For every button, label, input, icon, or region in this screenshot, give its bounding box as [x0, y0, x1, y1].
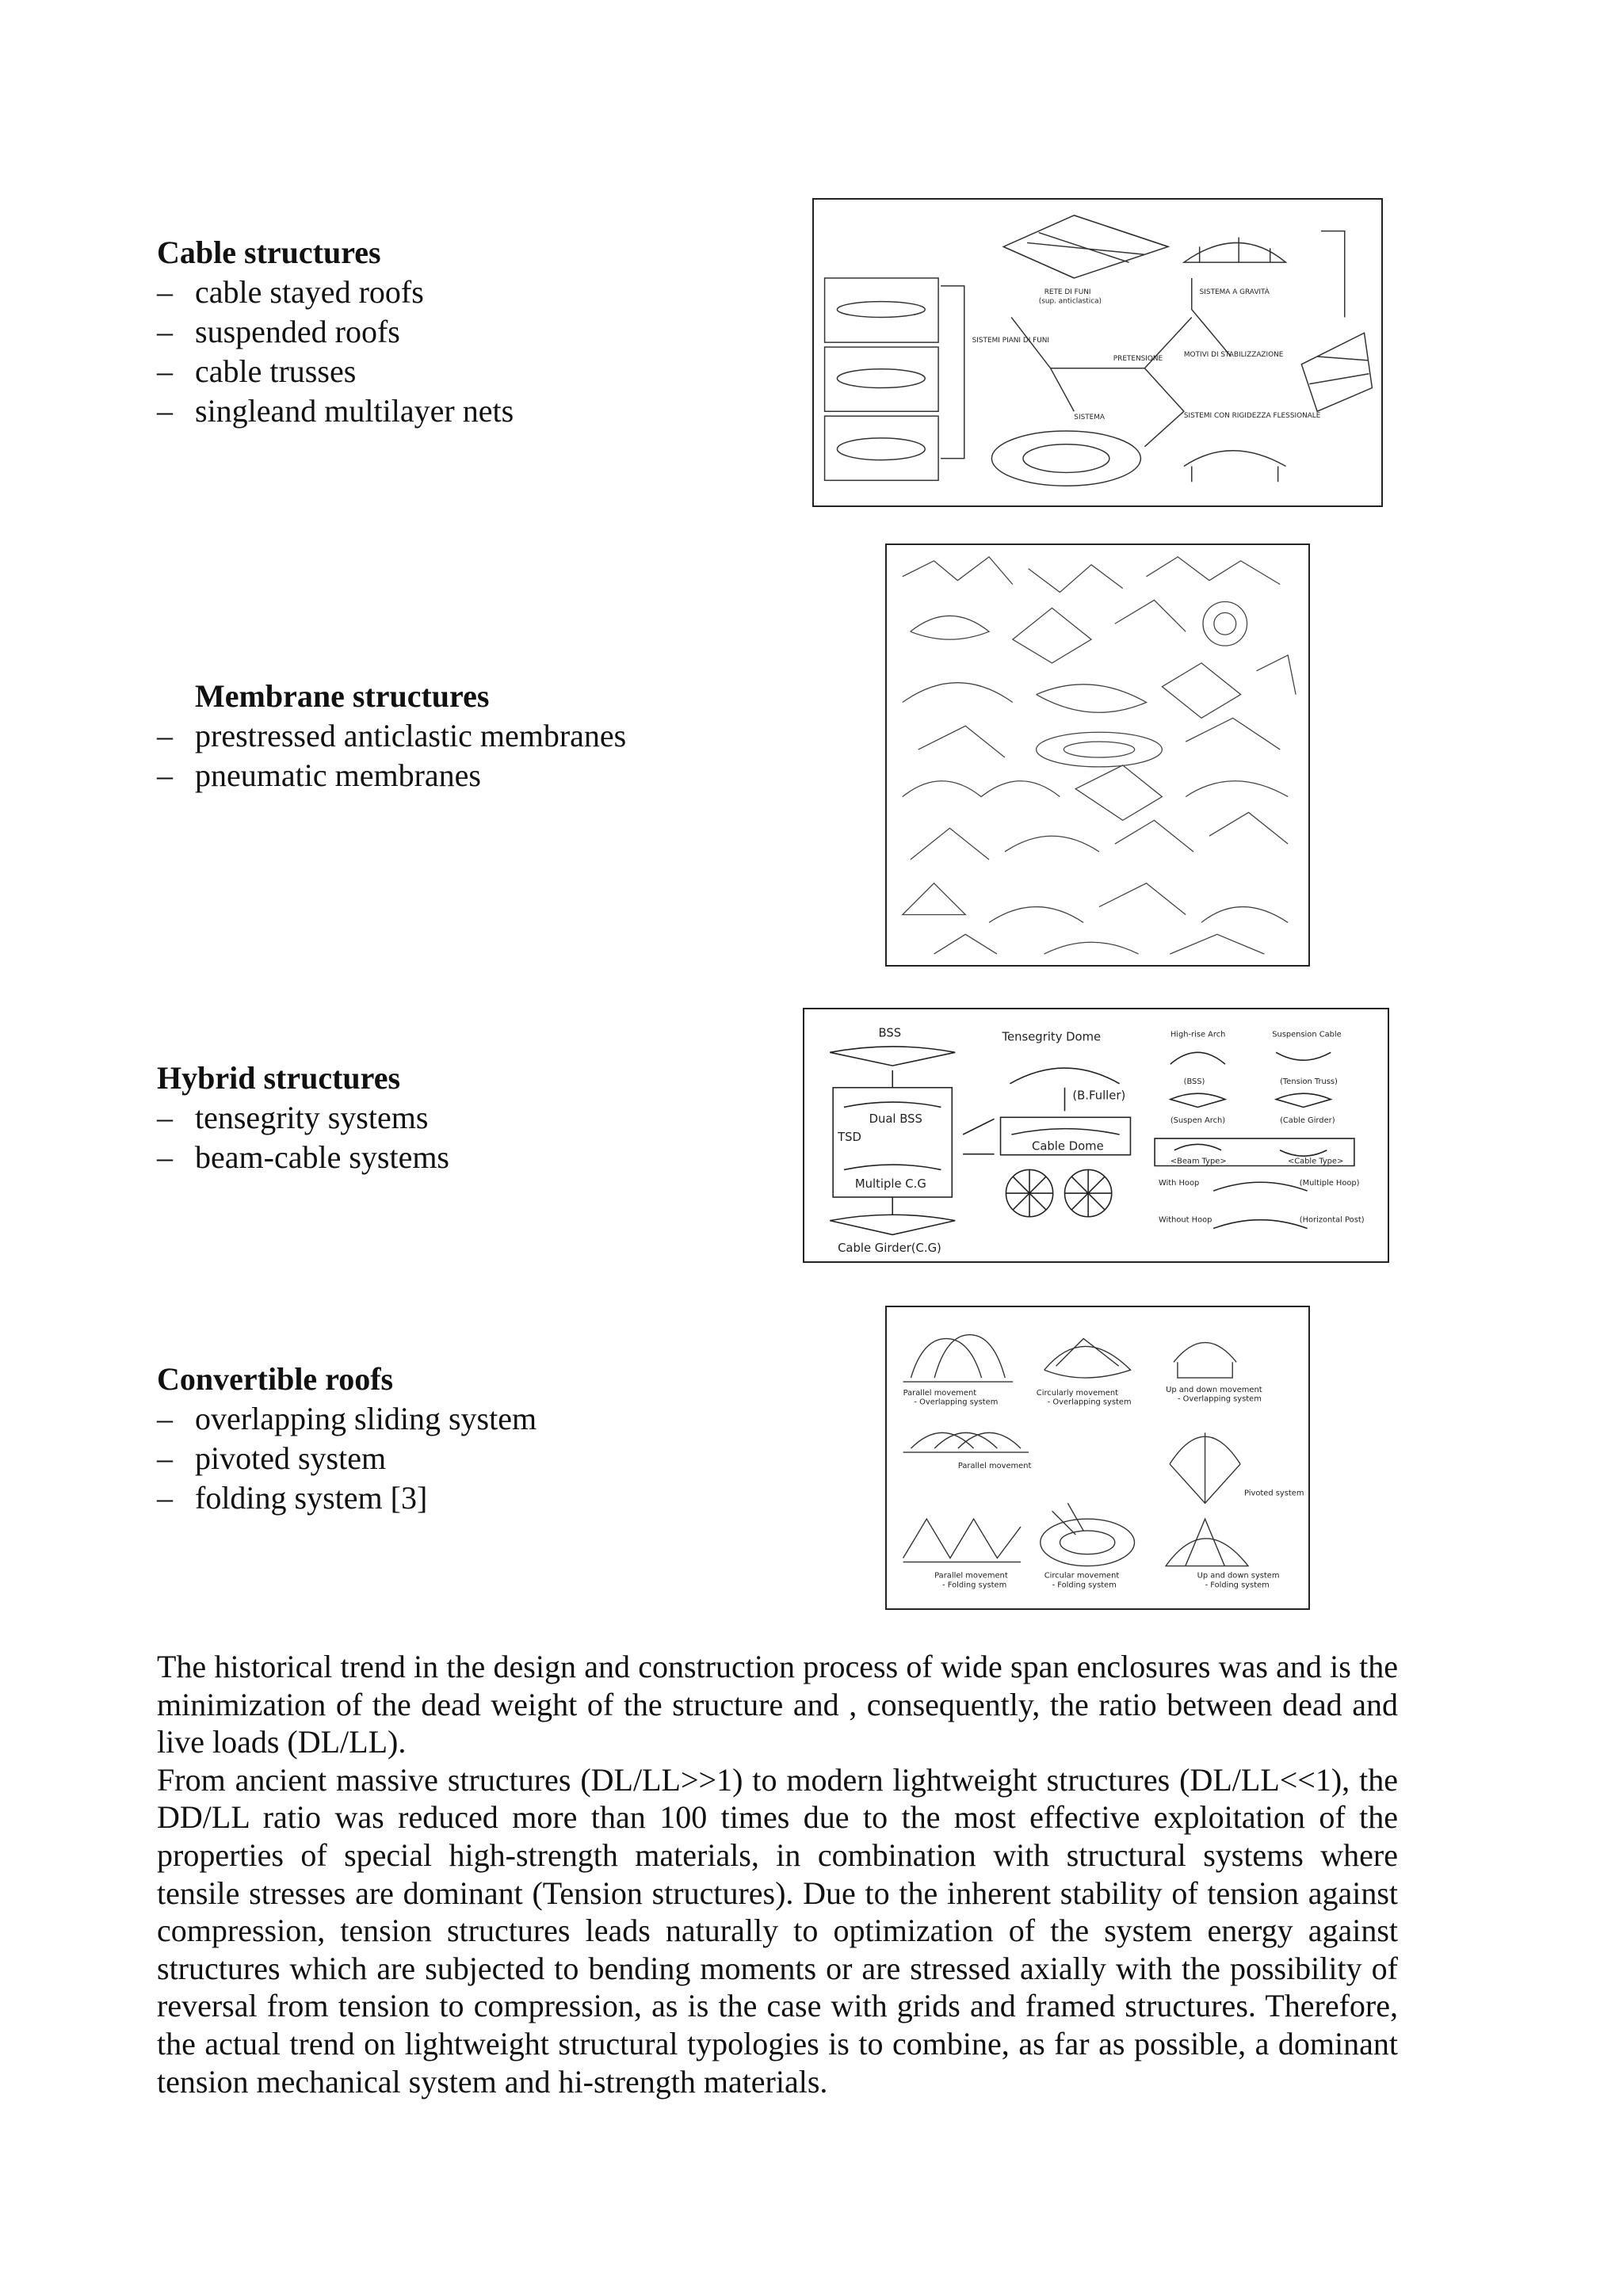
figure-label: Circularly movement — [1036, 1388, 1118, 1398]
hybrid-structures-diagram — [804, 1009, 1388, 1261]
figure-label: Up and down movement — [1166, 1385, 1262, 1394]
list-item — [157, 273, 514, 312]
figure-label: SISTEMA A GRAVITÀ — [1199, 288, 1270, 296]
paragraph: From ancient massive structures (DL/LL>>1) to modern lightweight structures (DL/LL<<1), the DD/LL ratio was reduced more than 100 times due to the most effective exploitation of the properties of special high-strength materials, in combination with structural systems where tensile stresses are dominant (Tension structures). Due to the inherent stability of tension against compression, tension structures leads naturally to optimization of the system energy against structures which are subjected to bending moments or are stressed axially with the possibility of reversal from tension to compression, as is the case with grids and framed structures. Therefore, the actual trend on lightweight structural typologies is to combine, as far as possible, a dominant tension mechanical system and hi-strength materials. — [157, 1761, 1398, 2100]
dash-marker: – — [157, 1480, 173, 1516]
figure-label: (Suspen Arch) — [1170, 1116, 1226, 1126]
list-item — [157, 1098, 449, 1138]
list-item-text: suspended roofs — [195, 314, 400, 349]
list-item-text: singleand multilayer nets — [195, 393, 514, 429]
section-heading: Cable structures — [157, 235, 381, 270]
figure-label: <Beam Type> — [1170, 1157, 1227, 1166]
dash-marker: – — [157, 353, 173, 389]
figure-label: Parallel movement — [903, 1388, 977, 1398]
dash-marker: – — [157, 1440, 173, 1476]
list-item-text: pneumatic membranes — [195, 757, 481, 793]
list-item-text: overlapping sliding system — [195, 1401, 537, 1436]
figure-label: - Folding system — [1205, 1581, 1270, 1590]
dash-marker: – — [157, 757, 173, 793]
section-membrane-structures — [157, 677, 626, 795]
list-item — [157, 756, 626, 795]
membrane-structures-figure — [885, 543, 1310, 967]
figure-label: MOTIVI DI STABILIZZAZIONE — [1183, 350, 1284, 359]
list-item — [157, 312, 514, 352]
figure-label: TSD — [838, 1130, 861, 1144]
list-item-text: folding system [3] — [195, 1480, 428, 1516]
section-cable-structures — [157, 233, 514, 431]
list-item — [157, 352, 514, 391]
list-item — [157, 1439, 537, 1478]
membrane-structures-diagram — [887, 545, 1308, 965]
dash-marker: – — [157, 393, 173, 429]
dash-marker: – — [157, 1401, 173, 1436]
figure-label: Up and down system — [1197, 1571, 1280, 1581]
figure-label: (B.Fuller) — [1072, 1089, 1126, 1103]
dash-marker: – — [157, 314, 173, 349]
figure-label: (Multiple Hoop) — [1299, 1179, 1360, 1188]
section-convertible-roofs — [157, 1360, 537, 1518]
body-text — [157, 1648, 1398, 2100]
figure-label: (Tension Truss) — [1280, 1077, 1338, 1086]
figure-label: <Cable Type> — [1287, 1157, 1344, 1166]
figure-label: Multiple C.G — [854, 1177, 926, 1192]
figure-label: (Cable Girder) — [1280, 1116, 1335, 1126]
list-item-text: beam-cable systems — [195, 1139, 449, 1175]
figure-label: (sup. anticlastica) — [1038, 297, 1102, 306]
list-item — [157, 1138, 449, 1177]
figure-label: - Folding system — [942, 1581, 1007, 1590]
figure-label: - Overlapping system — [1047, 1398, 1132, 1407]
figure-label: Parallel movement — [934, 1571, 1008, 1581]
figure-label: Pivoted system — [1244, 1489, 1304, 1498]
cable-structures-diagram — [814, 200, 1381, 505]
figure-label: - Overlapping system — [1177, 1394, 1262, 1404]
list-item — [157, 716, 626, 756]
figure-label: With Hoop — [1159, 1179, 1200, 1188]
section-heading: Hybrid structures — [157, 1060, 401, 1096]
figure-label: (BSS) — [1183, 1077, 1205, 1086]
figure-label: RETE DI FUNI — [1044, 288, 1091, 296]
dash-marker: – — [157, 718, 173, 753]
section-hybrid-structures — [157, 1058, 449, 1177]
hybrid-structures-figure — [803, 1008, 1389, 1263]
list-item — [157, 1478, 537, 1518]
figure-label: Without Hoop — [1159, 1215, 1212, 1225]
figure-label: SISTEMI CON RIGIDEZZA FLESSIONALE — [1183, 412, 1321, 421]
list-item-text: tensegrity systems — [195, 1100, 429, 1135]
figure-label: Parallel movement — [957, 1461, 1032, 1470]
list-item-text: pivoted system — [195, 1440, 387, 1476]
convertible-roofs-figure — [885, 1306, 1310, 1610]
figure-label: Dual BSS — [869, 1112, 922, 1127]
convertible-roofs-diagram — [887, 1307, 1308, 1608]
figure-label: Cable Girder(C.G) — [838, 1241, 941, 1256]
list-item-text: cable stayed roofs — [195, 274, 424, 310]
section-heading: Convertible roofs — [157, 1361, 394, 1397]
list-item — [157, 391, 514, 431]
dash-marker: – — [157, 1139, 173, 1175]
figure-label: Cable Dome — [1032, 1139, 1104, 1154]
figure-label: Tensegrity Dome — [1002, 1030, 1102, 1044]
figure-label: SISTEMI PIANI DI FUNI — [972, 337, 1050, 345]
figure-label: - Overlapping system — [914, 1398, 999, 1407]
list-item — [157, 1399, 537, 1439]
dash-marker: – — [157, 274, 173, 310]
cable-structures-figure — [812, 198, 1383, 507]
dash-marker: – — [157, 1100, 173, 1135]
figure-label: PRETENSIONE — [1113, 354, 1163, 363]
figure-label: Suspension Cable — [1272, 1030, 1342, 1039]
figure-label: Circular movement — [1044, 1571, 1120, 1581]
list-item-text: prestressed anticlastic membranes — [195, 718, 627, 753]
figure-label: SISTEMA — [1074, 414, 1106, 422]
figure-label: BSS — [878, 1026, 902, 1040]
figure-label: (Horizontal Post) — [1299, 1215, 1365, 1225]
section-heading: Membrane structures — [195, 678, 490, 714]
figure-label: - Folding system — [1052, 1581, 1117, 1590]
paragraph: The historical trend in the design and construction process of wide span enclosures was and is the minimization of the dead weight of the structure and , consequently, the ratio between dead and live loads (DL/LL). — [157, 1649, 1398, 1760]
list-item-text: cable trusses — [195, 353, 357, 389]
figure-label: High-rise Arch — [1170, 1030, 1226, 1039]
